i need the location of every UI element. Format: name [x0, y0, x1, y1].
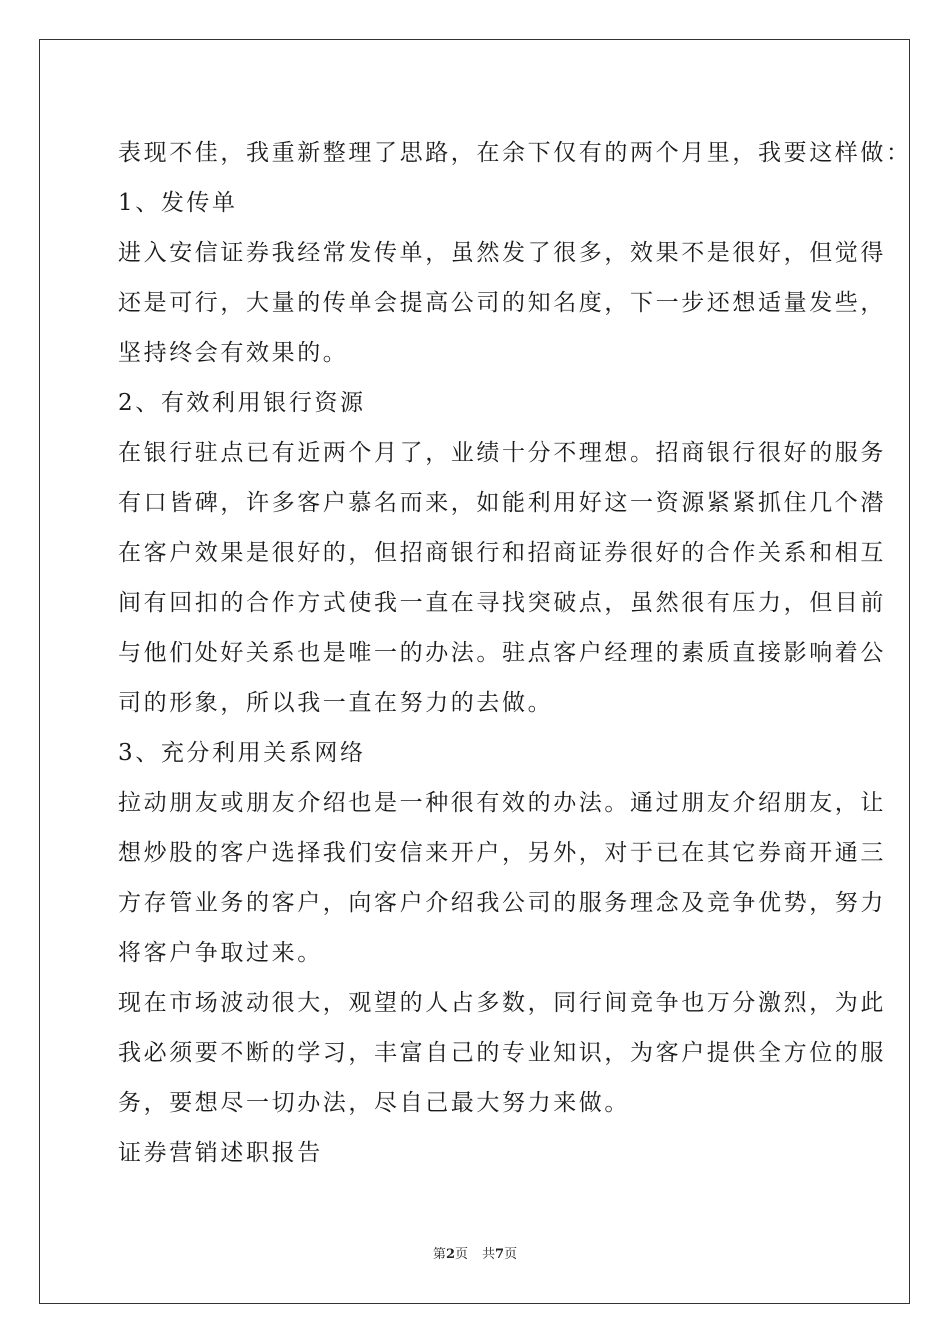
page-number-total: 7: [495, 1247, 505, 1262]
text-line: 间有回扣的合作方式使我一直在寻找突破点，虽然很有压力，但目前: [118, 590, 886, 616]
section-heading-2: 2、有效利用银行资源: [118, 390, 366, 416]
text-line: 有口皆碑，许多客户慕名而来，如能利用好这一资源紧紧抓住几个潜: [118, 490, 886, 516]
text-line: 与他们处好关系也是唯一的办法。驻点客户经理的素质直接影响着公: [118, 640, 886, 666]
page-number-current: 2: [445, 1247, 455, 1262]
text-line: 在银行驻点已有近两个月了，业绩十分不理想。招商银行很好的服务: [118, 440, 886, 466]
text-line: 想炒股的客户选择我们安信来开户，另外，对于已在其它券商开通三: [118, 840, 886, 866]
total-prefix: 共: [482, 1247, 496, 1262]
section-heading-3: 3、充分利用关系网络: [118, 740, 366, 766]
document-body: [118, 128, 912, 1178]
text-line: 坚持终会有效果的。: [118, 340, 349, 366]
section-heading-1: 1、发传单: [118, 190, 238, 216]
text-line: 还是可行，大量的传单会提高公司的知名度，下一步还想适量发些，: [118, 290, 886, 316]
document-title: 证券营销述职报告: [118, 1140, 323, 1166]
text-line: 方存管业务的客户，向客户介绍我公司的服务理念及竞争优势，努力: [118, 890, 886, 916]
page-suffix: 页: [454, 1247, 468, 1262]
text-line: 司的形象，所以我一直在努力的去做。: [118, 690, 554, 716]
page-prefix: 第: [432, 1247, 446, 1262]
text-line: 拉动朋友或朋友介绍也是一种很有效的办法。通过朋友介绍朋友，让: [118, 790, 886, 816]
total-suffix: 页: [504, 1247, 518, 1262]
text-line: 现在市场波动很大，观望的人占多数，同行间竞争也万分激烈，为此: [118, 990, 886, 1016]
text-line: 我必须要不断的学习，丰富自己的专业知识，为客户提供全方位的服: [118, 1040, 886, 1066]
text-line: 在客户效果是很好的，但招商银行和招商证券很好的合作关系和相互: [118, 540, 886, 566]
text-line: 将客户争取过来。: [118, 940, 323, 966]
text-line: 表现不佳，我重新整理了思路，在余下仅有的两个月里，我要这样做：: [118, 140, 912, 166]
text-line: 务，要想尽一切办法，尽自己最大努力来做。: [118, 1090, 630, 1116]
page-footer: [0, 1247, 950, 1263]
text-line: 进入安信证券我经常发传单，虽然发了很多，效果不是很好，但觉得: [118, 240, 886, 266]
